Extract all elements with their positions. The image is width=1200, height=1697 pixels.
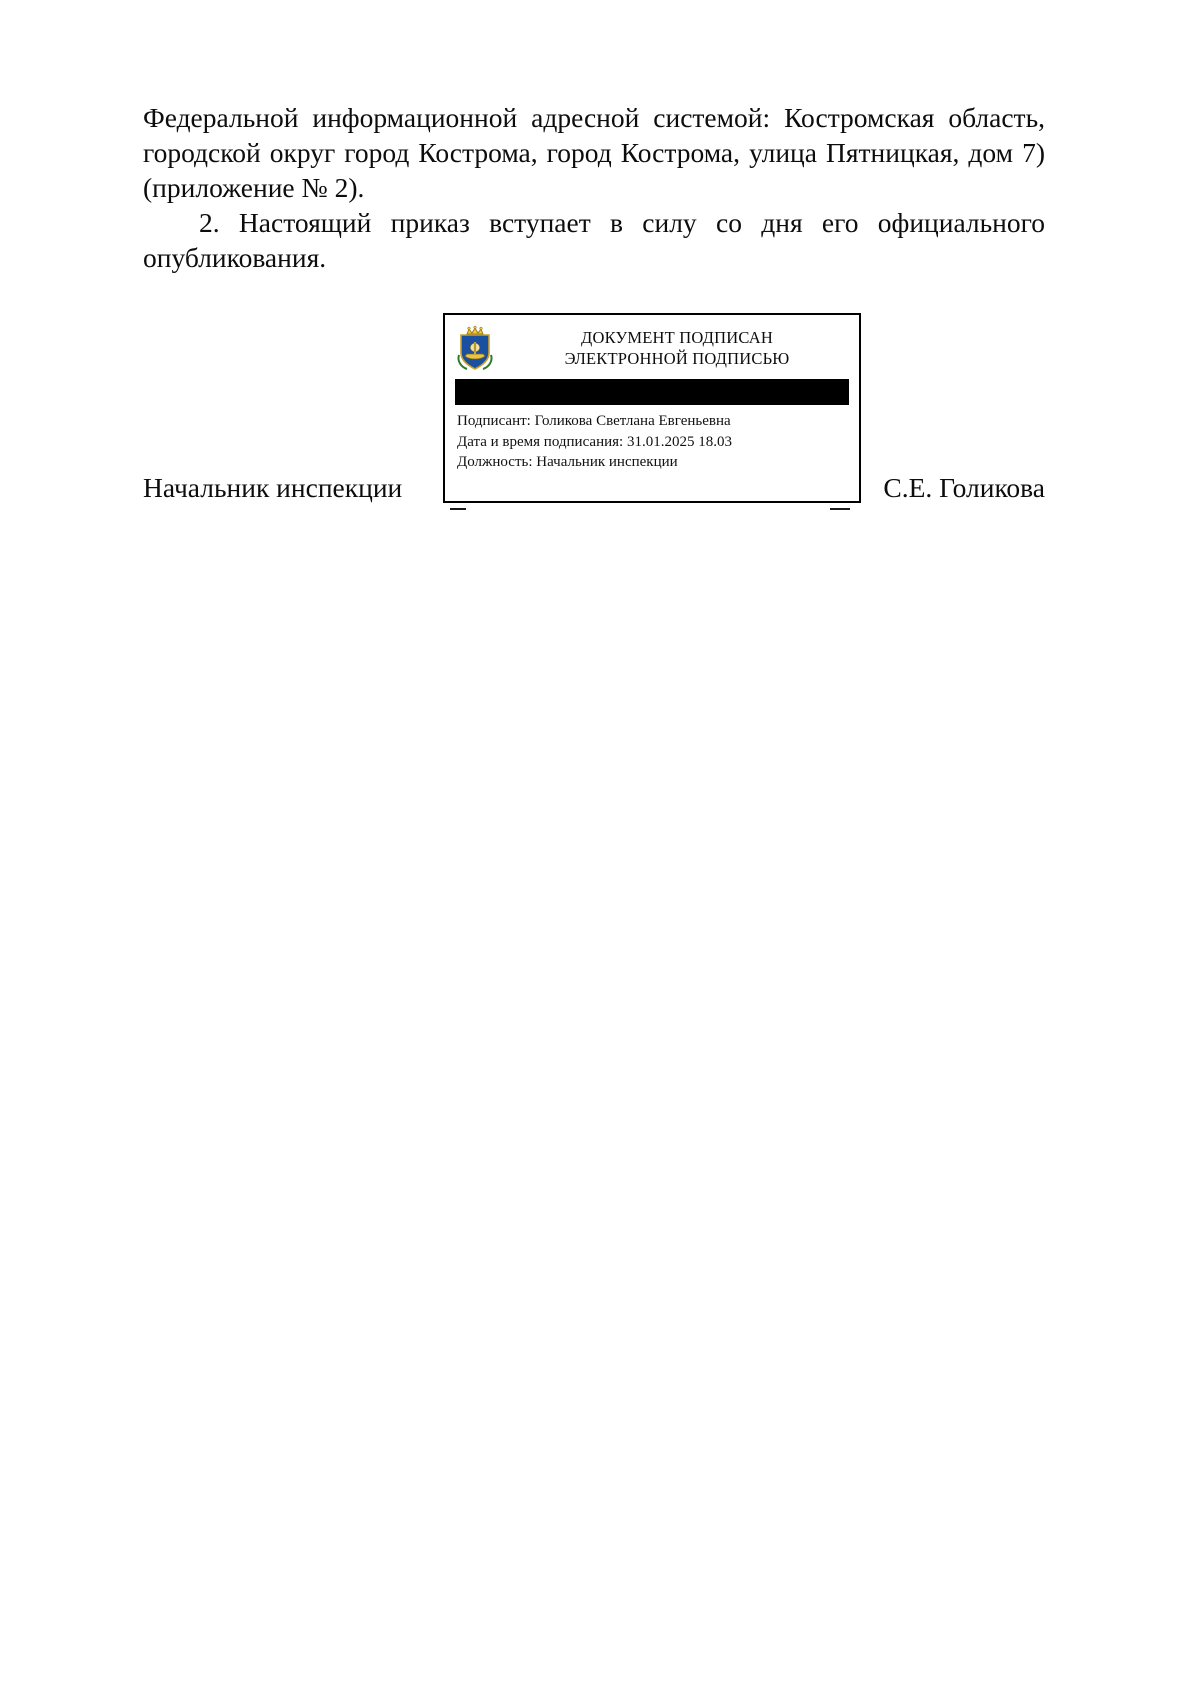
stamp-position: Должность: Начальник инспекции — [457, 454, 678, 470]
paragraph-2: 2. Настоящий приказ вступает в силу со дня его официального опубликования. — [143, 207, 1045, 273]
signature-row — [143, 470, 1045, 510]
stamp-heading — [501, 327, 853, 369]
paragraph-1: Федеральной информационной адресной системой: Костромская область, городской округ город Кострома, город Кострома, улица Пятницкая, дом 7) (приложение № 2). — [143, 102, 1045, 203]
kostroma-region-coat-of-arms-icon — [455, 325, 495, 371]
stamp-datetime: Дата и время подписания: 31.01.2025 18.03 — [457, 433, 732, 450]
stamp-details — [445, 411, 859, 473]
stamp-heading-line-1: ДОКУМЕНТ ПОДПИСАН — [581, 328, 773, 347]
stamp-heading-line-2: ЭЛЕКТРОННОЙ ПОДПИСЬЮ — [564, 349, 790, 368]
signature-name: С.Е. Голикова — [883, 472, 1045, 503]
signature-title: Начальник инспекции — [143, 472, 403, 503]
body-text — [143, 100, 1045, 275]
stamp-header — [445, 315, 859, 377]
stamp-signer: Подписант: Голикова Светлана Евгеньевна — [457, 413, 731, 429]
stamp-redaction-bar — [455, 379, 849, 405]
